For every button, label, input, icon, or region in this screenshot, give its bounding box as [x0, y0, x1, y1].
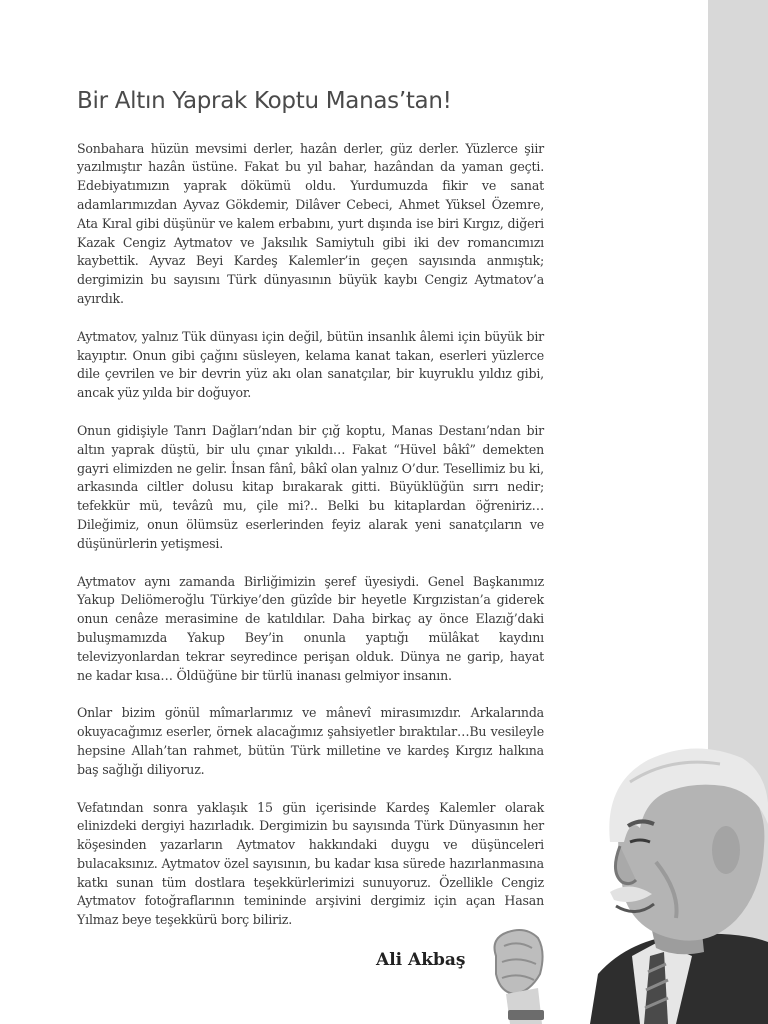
paragraph-6: Vefatından sonra yaklaşık 15 gün içerisinde Kardeş Kalemler olarak elinizdeki dergiyi hazırladık. Dergimizin bu sayısında Türk Dünyasının her köşesinden yazarların Aytmatov hakkındaki duygu ve düşünceleri bulacaksınız. Aytmatov özel sayısının, bu kadar kısa sürede hazırlanmasına katkı sunan tüm dostlara teşekkürlerimizi sunuyoruz. Özellikle Cengiz Aytmatov fotoğraflarının temininde arşivini dergimiz için açan Hasan Yılmaz beye teşekkürü borç biliriz.	[77, 799, 544, 928]
paragraph-2: Aytmatov, yalnız Tük dünyası için değil, bütün insanlık âlemi için büyük bir kayıptır. Onun gibi çağını süsleyen, kelama kanat takan, eserleri yüzlerce dile çevrilen ve bir devrin yüz akı olan sanatçılar, bir kuyruklu yıldız gibi, ancak yüz yılda bir doğuyor.	[77, 328, 544, 401]
paragraph-1: Sonbahara hüzün mevsimi derler, hazân derler, güz derler. Yüzlerce şiir yazılmıştır hazân üstüne. Fakat bu yıl bahar, hazândan da yaman geçti. Edebiyatımızın yaprak dökümü oldu. Yurdumuzda fikir ve sanat adamlarımızdan Ayvaz Gökdemir, Dilâver Cebeci, Ahmet Yüksel Özemre, Ata Kıral gibi düşünür ve kalem erbabını, yurt dışında ise biri Kırgız, diğeri Kazak Cengiz Aytmatov ve Jaksılık Samiytulı gibi iki dev romancımızı kaybettik. Ayvaz Beyi Kardeş Kalemler’in geçen sayısında anmıştık; dergimizin bu sayısını Türk dünyasının büyük kaybı Cengiz Aytmatov’a ayırdık.	[77, 140, 544, 306]
editorial-article	[77, 88, 544, 949]
paragraph-4: Aytmatov aynı zamanda Birliğimizin şeref üyesiydi. Genel Başkanımız Yakup Deliömeroğlu Türkiye’den güzîde bir heyetle Kırgızistan’a giderek onun cenâze merasimine de katıldılar. Daha birkaç ay önce Elazığ’daki buluşmamızda Yakup Bey’in onunla yaptığı mülâkat kaydını televizyonlardan tekrar seyredince perişan olduk. Dünya ne garip, hayat ne kadar kısa… Öldüğüne bir türlü inanası gelmiyor insanın.	[77, 573, 544, 683]
paragraph-5: Onlar bizim gönül mîmarlarımız ve mânevî mirasımızdır. Arkalarında okuyacağımız eserler, örnek alacağımız şahsiyetler bıraktılar…Bu vesileyle hepsine Allah’tan rahmet, bütün Türk milletine ve kardeş Kırgız halkına baş sağlığı diliyoruz.	[77, 705, 544, 777]
author-signature: Ali Akbaş	[376, 950, 466, 970]
portrait-fist	[495, 930, 543, 994]
author-portrait-photo	[480, 742, 768, 1024]
paragraph-3: Onun gidişiyle Tanrı Dağları’ndan bir çığ koptu, Manas Destanı’ndan bir altın yaprak düştü, bir ulu çınar yıkıldı… Fakat “Hüvel bâkî” demekten gayri elimizden ne gelir. İnsan fânî, bâkî olan yalnız O’dur. Tesellimiz bu ki, arkasında ciltler dolusu kitap bırakarak gitti. Büyüklüğün sırrı nedir; tefekkür mü, tevâzû mu, çile mi?.. Belki bu kitaplardan öğreniriz… Dileğimiz, onun ölümsüz eserlerinden feyiz alarak yeni sanatçıların ve düşünürlerin yetişmesi.	[77, 422, 544, 551]
article-title: Bir Altın Yaprak Koptu Manas’tan!	[77, 88, 452, 114]
